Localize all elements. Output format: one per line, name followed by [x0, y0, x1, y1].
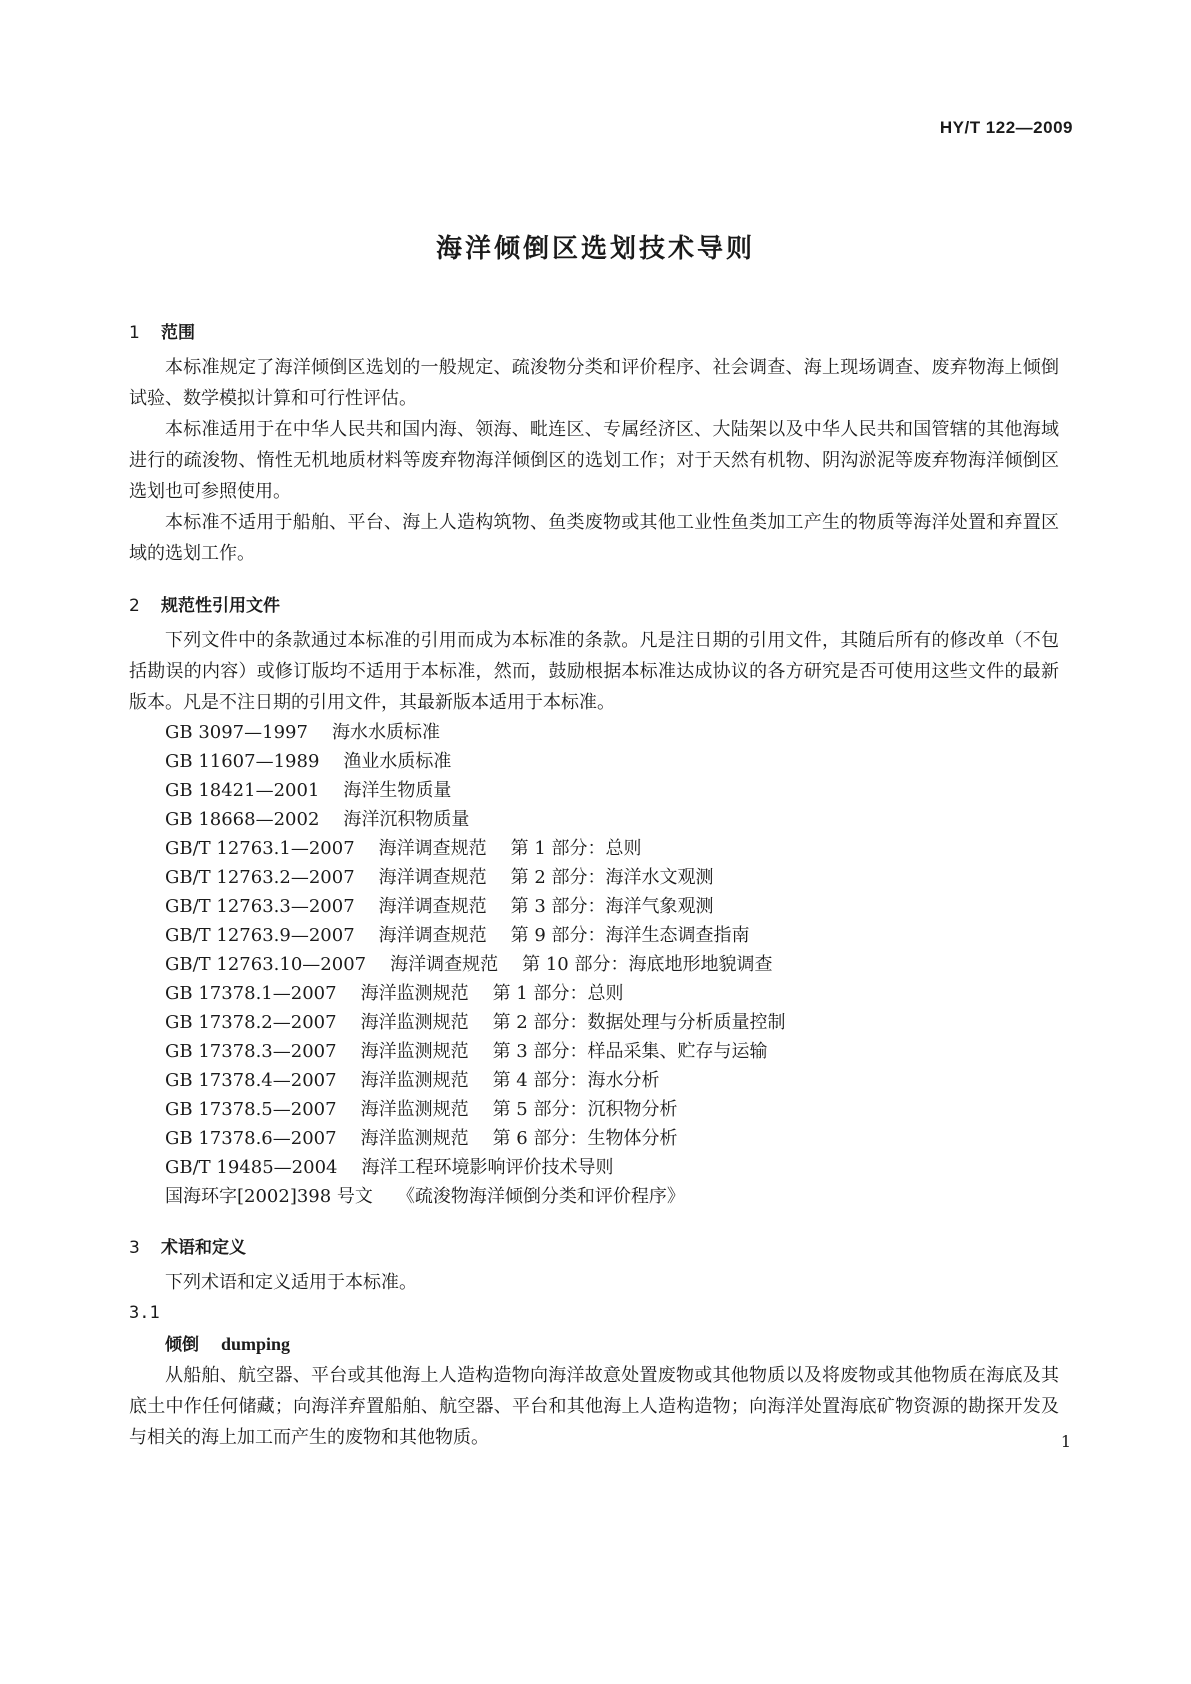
reference-name: 海洋调查规范: [378, 925, 487, 946]
reference-name: 海洋监测规范: [360, 983, 469, 1004]
reference-item: [165, 1095, 1059, 1124]
document-title: 海洋倾倒区选划技术导则: [435, 234, 755, 264]
reference-item: [165, 718, 1059, 747]
reference-part: 第 1 部分：总则: [510, 838, 642, 859]
section-title: 范围: [161, 323, 195, 343]
section-heading-normative-references: [129, 591, 1059, 617]
reference-item: [165, 1153, 1059, 1182]
section-title: 术语和定义: [161, 1238, 246, 1258]
paragraph: 本标准规定了海洋倾倒区选划的一般规定、疏浚物分类和评价程序、社会调查、海上现场调查、废弃物海上倾倒试验、数学模拟计算和可行性评估。: [129, 357, 1059, 409]
section-number: 1: [129, 323, 140, 343]
reference-part: 第 3 部分：样品采集、贮存与运输: [492, 1041, 768, 1062]
section-heading-scope: [129, 318, 1059, 344]
reference-part: 第 2 部分：海洋水文观测: [510, 867, 714, 888]
reference-part: 第 6 部分：生物体分析: [492, 1128, 678, 1149]
reference-name: 海水水质标准: [331, 722, 440, 743]
reference-name: 海洋监测规范: [360, 1128, 469, 1149]
reference-code: 国海环字[2002]398 号文: [165, 1186, 373, 1207]
reference-name: 海洋监测规范: [360, 1012, 469, 1033]
reference-code: GB 17378.4—2007: [165, 1070, 337, 1091]
paragraph: 本标准不适用于船舶、平台、海上人造构筑物、鱼类废物或其他工业性鱼类加工产生的物质等海洋处置和弃置区域的选划工作。: [129, 512, 1059, 564]
reference-name: 渔业水质标准: [343, 751, 452, 772]
reference-item: [165, 1008, 1059, 1037]
reference-item: [165, 1124, 1059, 1153]
reference-code: GB/T 12763.1—2007: [165, 838, 355, 859]
term-heading: [129, 1328, 1059, 1360]
reference-name: 海洋监测规范: [360, 1041, 469, 1062]
reference-part: 第 10 部分：海底地形地貌调查: [522, 954, 773, 975]
reference-item: [165, 979, 1059, 1008]
reference-code: GB 17378.5—2007: [165, 1099, 337, 1120]
paragraph: 下列文件中的条款通过本标准的引用而成为本标准的条款。凡是注日期的引用文件，其随后所有的修改单（不包括勘误的内容）或修订版均不适用于本标准，然而，鼓励根据本标准达成协议的各方研究是否可使用这些文件的最新版本。凡是不注日期的引用文件，其最新版本适用于本标准。: [129, 630, 1059, 713]
reference-code: GB 18668—2002: [165, 809, 320, 830]
reference-name: 海洋调查规范: [378, 838, 487, 859]
reference-code: GB/T 12763.3—2007: [165, 896, 355, 917]
reference-item: [165, 776, 1059, 805]
reference-item: [165, 1066, 1059, 1095]
reference-code: GB/T 12763.10—2007: [165, 954, 367, 975]
section-title: 规范性引用文件: [161, 596, 280, 616]
reference-code: GB 18421—2001: [165, 780, 320, 801]
section-heading-terms: [129, 1233, 1059, 1259]
reference-name: 海洋工程环境影响评价技术导则: [361, 1157, 614, 1178]
paragraph: 下列术语和定义适用于本标准。: [165, 1272, 417, 1293]
reference-code: GB 3097—1997: [165, 722, 308, 743]
reference-part: 第 3 部分：海洋气象观测: [510, 896, 714, 917]
reference-name: 海洋生物质量: [343, 780, 452, 801]
reference-part: 第 9 部分：海洋生态调查指南: [510, 925, 750, 946]
reference-item: [165, 747, 1059, 776]
reference-name: 海洋调查规范: [378, 896, 487, 917]
reference-item: [165, 863, 1059, 892]
reference-name: 海洋监测规范: [360, 1070, 469, 1091]
reference-code: GB 17378.3—2007: [165, 1041, 337, 1062]
reference-code: GB/T 19485—2004: [165, 1157, 338, 1178]
reference-code: GB/T 12763.9—2007: [165, 925, 355, 946]
term-english: dumping: [221, 1334, 291, 1354]
reference-part: 第 5 部分：沉积物分析: [492, 1099, 678, 1120]
term-number: 3.1: [129, 1303, 160, 1323]
standard-number: HY/T 122—2009: [939, 118, 1073, 137]
reference-part: 第 2 部分：数据处理与分析质量控制: [492, 1012, 786, 1033]
reference-item: [165, 950, 1059, 979]
reference-item: [165, 1037, 1059, 1066]
document-body: [129, 318, 1059, 1453]
reference-item: [165, 892, 1059, 921]
reference-list: [129, 718, 1059, 1211]
term-definition: 从船舶、航空器、平台或其他海上人造构造物向海洋故意处置废物或其他物质以及将废物或其他物质在海底及其底土中作任何储藏；向海洋弃置船舶、航空器、平台和其他海上人造构造物；向海洋处置海底矿物资源的勘探开发及与相关的海上加工而产生的废物和其他物质。: [129, 1365, 1059, 1448]
page-number: 1: [1060, 1432, 1071, 1451]
reference-code: GB 17378.1—2007: [165, 983, 337, 1004]
reference-item: [165, 805, 1059, 834]
reference-code: GB 17378.2—2007: [165, 1012, 337, 1033]
reference-item: [165, 834, 1059, 863]
reference-name: 海洋监测规范: [360, 1099, 469, 1120]
reference-code: GB 17378.6—2007: [165, 1128, 337, 1149]
section-number: 3: [129, 1238, 140, 1258]
reference-name: 海洋沉积物质量: [343, 809, 470, 830]
reference-name: 海洋调查规范: [378, 867, 487, 888]
paragraph: 本标准适用于在中华人民共和国内海、领海、毗连区、专属经济区、大陆架以及中华人民共和国管辖的其他海域进行的疏浚物、惰性无机地质材料等废弃物海洋倾倒区的选划工作；对于天然有机物、阴沟淤泥等废弃物海洋倾倒区选划也可参照使用。: [129, 419, 1059, 502]
section-number: 2: [129, 596, 140, 616]
reference-code: GB/T 12763.2—2007: [165, 867, 355, 888]
reference-part: 第 1 部分：总则: [492, 983, 624, 1004]
reference-name: 海洋调查规范: [390, 954, 499, 975]
term-chinese: 倾倒: [165, 1335, 199, 1355]
reference-item: [165, 1182, 1059, 1211]
reference-item: [165, 921, 1059, 950]
reference-name: 《疏浚物海洋倾倒分类和评价程序》: [396, 1186, 685, 1207]
reference-code: GB 11607—1989: [165, 751, 320, 772]
reference-part: 第 4 部分：海水分析: [492, 1070, 660, 1091]
